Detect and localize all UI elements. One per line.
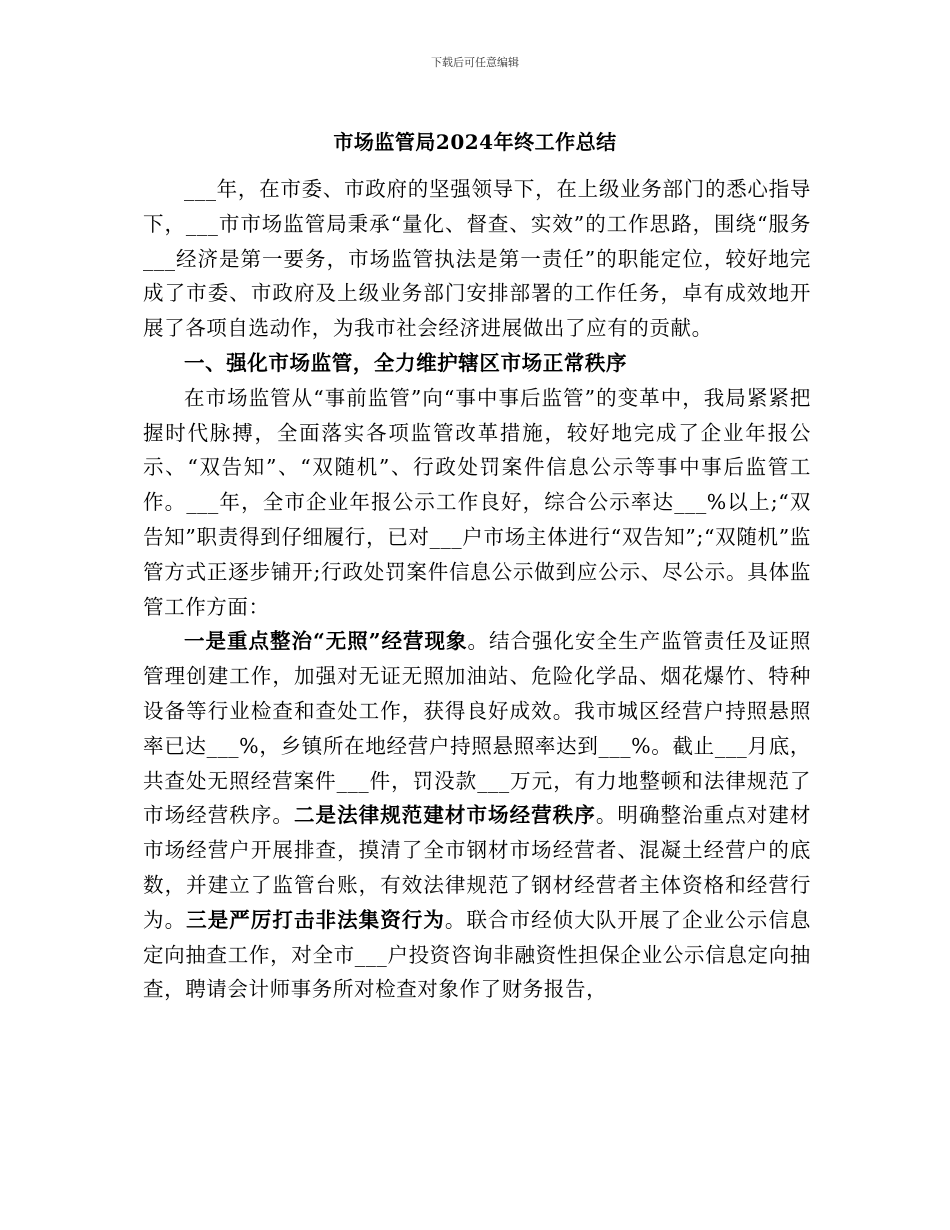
item-title: 三是严厉打击非法集资行为 bbox=[186, 907, 445, 932]
measures-paragraph bbox=[143, 624, 811, 1007]
section-heading: 一、强化市场监管，全力维护辖区市场正常秩序 bbox=[184, 350, 628, 375]
item-text: 。明确整治重点对建材市场经营户开展排查，摸清了全市钢材市场经营者、混凝土经营户的底数，并建立了监管台账，有效法律规范了钢材经营者主体资格和经营行为。 bbox=[143, 803, 812, 932]
intro-paragraph: ___年，在市委、市政府的坚强领导下，在上级业务部门的悉心指导下，___市市场监管局秉承“量化、督查、实效”的工作思路，围绕“服务___经济是第一要务，市场监管执法是第一责任”的职能定位，较好地完成了市委、市政府及上级业务部门安排部署的工作任务，卓有成效地开展了各项自选动作，为我市社会经济进展做出了应有的贡献。 bbox=[143, 177, 811, 341]
item-text: 。结合强化安全生产监管责任及证照管理创建工作，加强对无证无照加油站、危险化学品、烟花爆竹、特种设备等行业检查和查处工作，获得良好成效。我市城区经营户持照悬照率已达___%，乡镇所在地经营户持照悬照率达到___%。截止___月底，共查处无照经营案件___件，罚没款___万元，有力地整顿和法律规范了市场经营秩序。 bbox=[143, 629, 811, 828]
item-title: 二是法律规范建材市场经营秩序 bbox=[293, 803, 596, 828]
document-title: 市场监管局2024年终工作总结 bbox=[333, 130, 617, 154]
item-text: 。联合市经侦大队开展了企业公示信息定向抽查工作，对全市___户投资咨询非融资性担保企业公示信息定向抽查，聘请会计师事务所对检查对象作了财务报告， bbox=[143, 907, 812, 1002]
document-body bbox=[143, 172, 811, 1007]
header-note: 下载后可任意编辑 bbox=[431, 56, 519, 69]
item-title: 一是重点整治“无照”经营现象 bbox=[184, 629, 468, 654]
section-paragraph: 在市场监管从“事前监管”向“事中事后监管”的变革中，我局紧紧把握时代脉搏，全面落实各项监管改革措施，较好地完成了企业年报公示、“双告知”、“双随机”、行政处罚案件信息公示等事中事后监管工作。___年，全市企业年报公示工作良好，综合公示率达___%以上;“双告知”职责得到仔细履行，已对___户市场主体进行“双告知”;“双随机”监管方式正逐步铺开;行政处罚案件信息公示做到应公示、尽公示。具体监管工作方面： bbox=[143, 385, 811, 619]
